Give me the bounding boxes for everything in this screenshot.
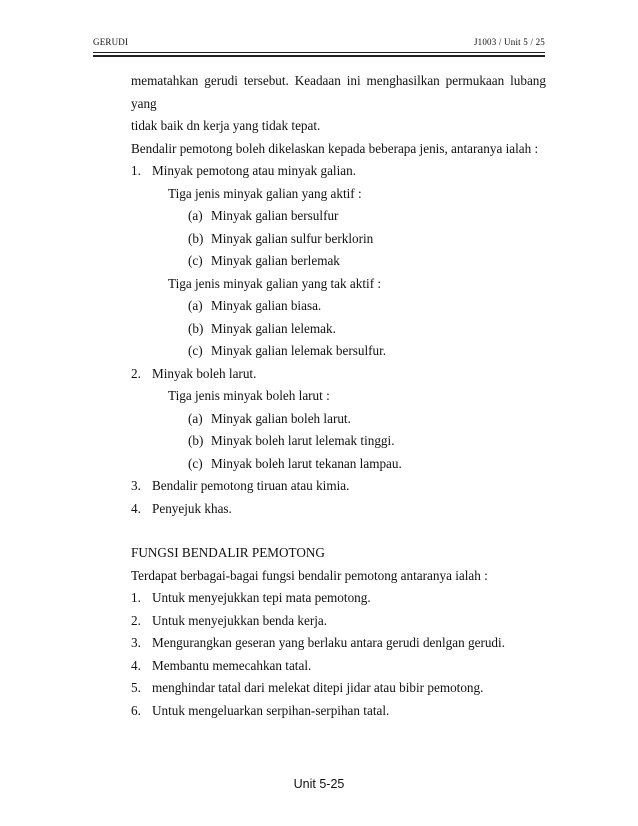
sub-item-text: Minyak boleh larut lelemak tinggi. <box>211 433 395 448</box>
sub-item-text: Minyak galian bersulfur <box>211 208 339 223</box>
type-item-3 <box>131 475 546 498</box>
type-label: Bendalir pemotong tiruan atau kimia. <box>152 478 350 493</box>
sub-item <box>131 430 546 453</box>
function-item-4 <box>131 655 546 678</box>
sub-item-text: Minyak galian berlemak <box>211 253 340 268</box>
sub-item-mark: (b) <box>188 320 204 336</box>
section-heading: FUNGSI BENDALIR PEMOTONG <box>131 545 325 560</box>
type-number: 1. <box>131 163 141 178</box>
function-text: Mengurangkan geseran yang berlaku antara gerudi denlgan gerudi. <box>152 635 505 650</box>
header-rule-thick <box>93 55 545 57</box>
sub-item <box>131 250 546 273</box>
classification-intro: Bendalir pemotong boleh dikelaskan kepada beberapa jenis, antaranya ialah : <box>131 140 539 156</box>
sub-item-text: Minyak boleh larut tekanan lampau. <box>211 455 402 471</box>
type-number: 4. <box>131 500 141 516</box>
continuation-paragraph <box>131 70 546 115</box>
subgroup-title: Tiga jenis minyak galian yang tak aktif : <box>168 275 382 291</box>
type-label: Penyejuk khas. <box>152 500 232 516</box>
sub-item-text: Minyak galian lelemak. <box>211 320 336 336</box>
function-text: Untuk menyejukkan tepi mata pemotong. <box>152 590 371 605</box>
function-number: 6. <box>131 702 141 718</box>
function-text: Untuk menyejukkan benda kerja. <box>152 612 328 628</box>
function-number: 2. <box>131 612 141 628</box>
functions-intro: Terdapat berbagai-bagai fungsi bendalir pemotong antaranya ialah : <box>131 567 488 583</box>
sub-item-mark: (b) <box>188 230 204 246</box>
function-number: 5. <box>131 680 141 695</box>
running-header-left: GERUDI <box>93 37 129 47</box>
continuation-line: mematahkan gerudi tersebut. Keadaan ini menghasilkan permukaan lubang yang <box>131 73 546 111</box>
function-number: 1. <box>131 590 141 605</box>
type-number: 2. <box>131 365 141 381</box>
header-rule-thin <box>93 52 545 53</box>
sub-item-text: Minyak galian lelemak bersulfur. <box>211 343 387 358</box>
sub-item-mark: (a) <box>188 298 203 313</box>
sub-item <box>131 295 546 318</box>
sub-item-text: Minyak galian boleh larut. <box>211 410 351 426</box>
function-item-3 <box>131 632 546 655</box>
function-number: 4. <box>131 657 141 673</box>
sub-item-text: Minyak galian biasa. <box>211 298 322 313</box>
function-text: Membantu memecahkan tatal. <box>152 657 312 673</box>
sub-item <box>131 228 546 251</box>
page-footer: Unit 5-25 <box>293 777 345 791</box>
subgroup-title: Tiga jenis minyak boleh larut : <box>168 388 330 403</box>
sub-item-mark: (c) <box>188 455 203 471</box>
type-item-4 <box>131 498 546 521</box>
sub-item-mark: (b) <box>188 433 204 448</box>
sub-item <box>131 318 546 341</box>
subgroup-title: Tiga jenis minyak galian yang aktif : <box>168 185 362 201</box>
continuation-line-end: tidak baik dn kerja yang tidak tepat. <box>131 118 321 133</box>
sub-item <box>131 408 546 431</box>
function-item-2 <box>131 610 546 633</box>
sub-item <box>131 453 546 476</box>
sub-item-mark: (c) <box>188 343 203 358</box>
function-number: 3. <box>131 635 141 650</box>
type-label: Minyak boleh larut. <box>152 365 257 381</box>
section-spacer <box>131 520 546 542</box>
running-header-right: J1003 / Unit 5 / 25 <box>473 37 545 47</box>
sub-item <box>131 340 546 363</box>
function-item-6 <box>131 700 546 723</box>
page-content <box>131 70 546 722</box>
sub-item <box>131 205 546 228</box>
type-item-2 <box>131 363 546 386</box>
sub-item-text: Minyak galian sulfur berklorin <box>211 230 374 246</box>
function-text: menghindar tatal dari melekat ditepi jidar atau bibir pemotong. <box>152 680 484 695</box>
sub-item-mark: (a) <box>188 208 203 223</box>
sub-item-mark: (c) <box>188 253 203 268</box>
function-item-1 <box>131 587 546 610</box>
type-item-1 <box>131 160 546 183</box>
function-text: Untuk mengeluarkan serpihan-serpihan tatal. <box>152 702 390 718</box>
sub-item-mark: (a) <box>188 410 203 426</box>
type-label: Minyak pemotong atau minyak galian. <box>152 163 356 178</box>
type-number: 3. <box>131 478 141 493</box>
function-item-5 <box>131 677 546 700</box>
